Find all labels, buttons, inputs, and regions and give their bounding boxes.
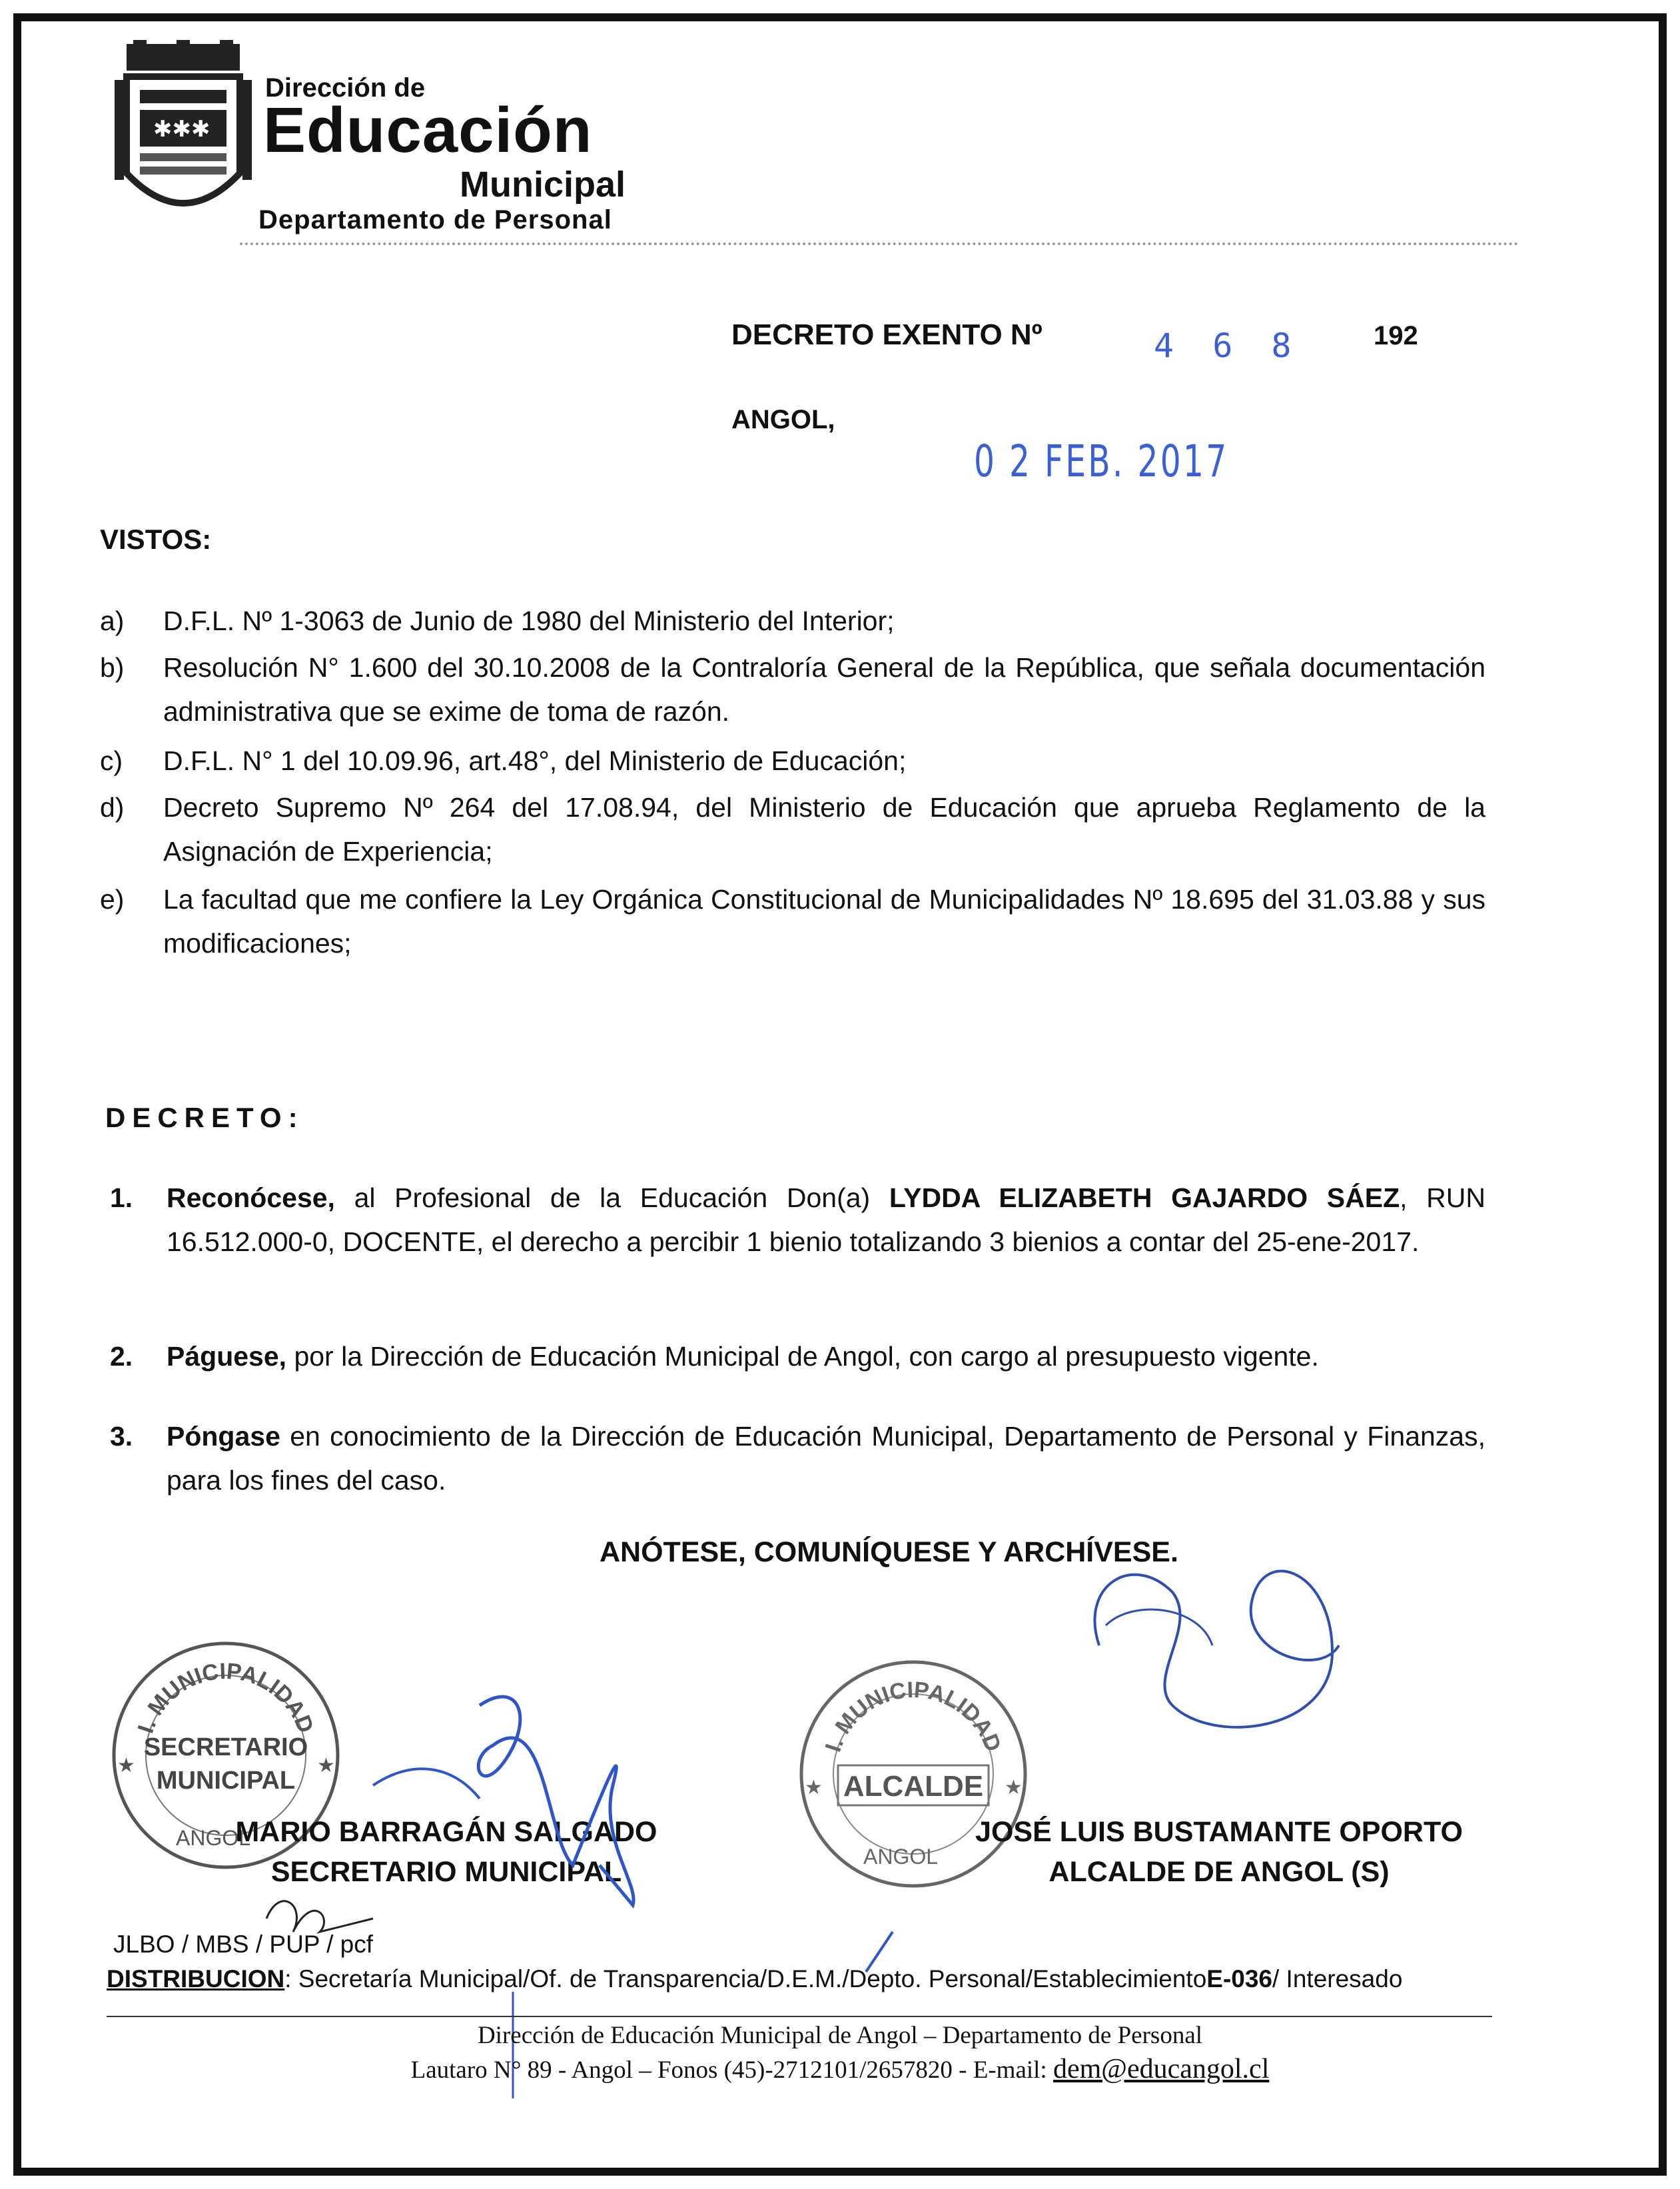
- item-text: [167, 1415, 1485, 1502]
- seal-line-1: SECRETARIO: [143, 1733, 308, 1761]
- distribution-text: : Secretaría Municipal/Of. de Transparencia/D.E.M./Depto. Personal/Establecimiento: [284, 1965, 1207, 1992]
- right-signatory: [946, 1812, 1492, 1892]
- decree-title: DECRETO EXENTO Nº: [731, 318, 1043, 351]
- decree-number-stamp: 4 6 8: [1154, 326, 1301, 365]
- header-department: Departamento de Personal: [258, 205, 612, 234]
- vistos-item: [100, 646, 1485, 733]
- svg-text:★: ★: [1005, 1777, 1023, 1799]
- svg-text:I. MUNICIPALIDAD: [821, 1677, 1006, 1755]
- item-text: [167, 1176, 1485, 1264]
- signatory-role: ALCALDE DE ANGOL (S): [1049, 1856, 1390, 1889]
- item-label: a): [100, 606, 125, 636]
- decreto-item: [100, 1415, 1485, 1502]
- item-text-part: , RUN 16.512.000-0, DOCENTE, el derecho a percibir 1 bienio totalizando 3 bienios a contar del 25-ene-2017.: [167, 1182, 1485, 1257]
- distribution-line: [107, 1965, 1402, 1993]
- item-text: D.F.L. N° 1 del 10.09.96, art.48°, del Ministerio de Educación;: [163, 745, 907, 776]
- item-text: [167, 1335, 1485, 1379]
- vistos-item: [100, 600, 1485, 644]
- footer-email-link[interactable]: dem@educangol.cl: [1052, 2054, 1270, 2084]
- item-label: e): [100, 884, 125, 915]
- vistos-item: [100, 786, 1485, 873]
- date-stamp: 0 2 FEB. 2017: [974, 436, 1229, 487]
- header-divider: [240, 242, 1519, 245]
- seal-bottom-text: ANGOL: [176, 1826, 251, 1850]
- svg-text:★: ★: [117, 1755, 135, 1777]
- distribution-label: DISTRIBUCION: [107, 1965, 285, 1992]
- footer-address: Lautaro N° 89 - Angol – Fonos (45)-2712101/2657820 - E-mail:: [410, 2056, 1053, 2084]
- seal-arc-text: I. MUNICIPALIDAD: [133, 1658, 319, 1737]
- decreto-item: [100, 1176, 1485, 1264]
- left-signatory: [213, 1812, 679, 1892]
- decreto-heading: DECRETO:: [105, 1102, 304, 1133]
- footer-line-2: [0, 2053, 1680, 2085]
- item-text-part: por la Dirección de Educación Municipal de Angol, con cargo al presupuesto vigente.: [286, 1341, 1319, 1372]
- decree-code: 192: [1374, 321, 1418, 350]
- svg-text:I. MUNICIPALIDAD: [133, 1659, 318, 1737]
- vistos-item: [100, 878, 1485, 965]
- item-text: Decreto Supremo Nº 264 del 17.08.94, del Ministerio de Educación que aprueba Reglamento de la Asignación de Experiencia;: [163, 792, 1485, 867]
- seal-line-2: MUNICIPAL: [156, 1767, 296, 1795]
- decree-place: ANGOL,: [731, 405, 835, 434]
- seal-line-1: ALCALDE: [843, 1770, 984, 1803]
- item-number: 3.: [110, 1421, 133, 1452]
- seal-arc-text: I. MUNICIPALIDAD: [820, 1677, 1007, 1755]
- distribution-school: E-036: [1206, 1965, 1272, 1992]
- footer-divider: [107, 2016, 1492, 2017]
- initials: JLBO / MBS / PUP / pcf: [113, 1931, 373, 1958]
- item-text-part: en conocimiento de la Dirección de Educación Municipal, Departamento de Personal y Finanzas, para los fines del caso.: [167, 1421, 1485, 1496]
- svg-text:✱✱✱: ✱✱✱: [153, 116, 210, 143]
- signatory-name: MARIO BARRAGÁN SALGADO: [235, 1816, 657, 1848]
- item-text: D.F.L. Nº 1-3063 de Junio de 1980 del Ministerio del Interior;: [163, 606, 895, 636]
- item-number: 2.: [110, 1341, 133, 1372]
- distribution-tail: / Interesado: [1272, 1965, 1403, 1992]
- footer-line-1: Dirección de Educación Municipal de Angol – Departamento de Personal: [477, 2022, 1203, 2049]
- item-text: La facultad que me confiere la Ley Orgánica Constitucional de Municipalidades Nº 18.695 del 31.03.88 y sus modificaciones;: [163, 884, 1485, 959]
- signatory-name: JOSÉ LUIS BUSTAMANTE OPORTO: [975, 1816, 1463, 1848]
- header-title: Educación: [263, 95, 593, 166]
- item-lead: Reconócese,: [167, 1182, 335, 1213]
- item-lead: Póngase: [167, 1421, 280, 1452]
- decreto-item: [100, 1335, 1485, 1379]
- item-number: 1.: [110, 1182, 133, 1213]
- municipal-crest-logo: [113, 40, 253, 233]
- teacher-name: LYDDA ELIZABETH GAJARDO SÁEZ: [889, 1182, 1400, 1213]
- item-text: Resolución N° 1.600 del 30.10.2008 de la Contraloría General de la República, que señala documentación administrativa que se exime de toma de razón.: [163, 652, 1485, 727]
- signatory-role: SECRETARIO MUNICIPAL: [270, 1856, 622, 1889]
- vistos-heading: VISTOS:: [100, 524, 212, 555]
- seal-bottom-text: ANGOL: [863, 1845, 939, 1869]
- item-label: d): [100, 792, 125, 823]
- item-text-part: al Profesional de la Educación Don(a): [334, 1182, 889, 1213]
- item-label: b): [100, 652, 125, 683]
- svg-text:★: ★: [317, 1755, 335, 1777]
- svg-text:★: ★: [805, 1777, 823, 1799]
- vistos-item: [100, 739, 1485, 783]
- item-label: c): [100, 745, 123, 776]
- header-line-1: Dirección de: [265, 73, 426, 103]
- closing-formula: ANÓTESE, COMUNÍQUESE Y ARCHÍVESE.: [600, 1536, 1178, 1568]
- item-lead: Páguese,: [167, 1341, 287, 1372]
- header-line-3: Municipal: [460, 165, 626, 205]
